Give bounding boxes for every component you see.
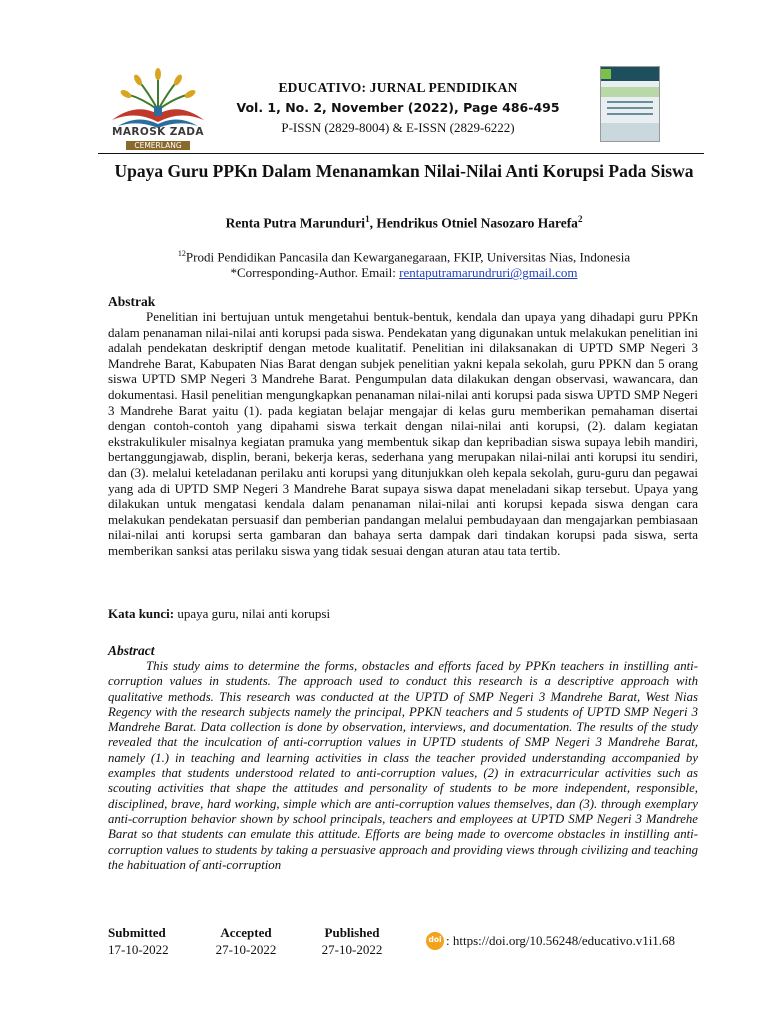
journal-volume: Vol. 1, No. 2, November (2022), Page 486-495 bbox=[236, 100, 560, 115]
published-date: 27-10-2022 bbox=[321, 942, 383, 957]
affiliation-line bbox=[110, 246, 698, 265]
author-1-sup: 1 bbox=[365, 214, 370, 224]
corresponding-label: *Corresponding-Author. Email: bbox=[230, 265, 400, 281]
submitted-date: 17-10-2022 bbox=[108, 942, 169, 957]
accepted-date: 27-10-2022 bbox=[215, 942, 277, 957]
logo-subtext-label: CEMERLANG bbox=[126, 141, 189, 150]
published-label: Published bbox=[324, 925, 380, 940]
doi-link[interactable] bbox=[426, 932, 675, 950]
published-block bbox=[314, 924, 390, 958]
abstrak-heading: Abstrak bbox=[108, 294, 156, 309]
corresponding-line bbox=[110, 265, 698, 281]
submitted-block bbox=[108, 924, 178, 958]
journal-issn: P-ISSN (2829-8004) & E-ISSN (2829-6222) bbox=[281, 120, 515, 135]
abstract-heading: Abstract bbox=[108, 643, 155, 658]
article-authors bbox=[110, 214, 698, 232]
journal-cover-thumbnail bbox=[600, 66, 660, 142]
affiliation-sup: 12 bbox=[177, 249, 186, 258]
logo-subtext bbox=[108, 141, 208, 150]
keywords bbox=[108, 606, 330, 622]
logo-text: MAROSK ZADA bbox=[112, 126, 204, 138]
cover-green-mark bbox=[601, 69, 611, 79]
affiliation-block bbox=[110, 246, 698, 281]
header-divider bbox=[98, 153, 704, 154]
cover-line bbox=[607, 101, 653, 103]
abstrak-body: Penelitian ini bertujuan untuk mengetahui bentuk-bentuk, kendala dan upaya yang dihadapi guru PPKn dalam penanaman nilai-nilai anti korupsi pada siswa. Pendekatan yang digunakan untuk melakukan penelitian ini adalah pendekatan deskriptif dengan metode kualitatif. Penelitian ini dilaksanakan di UPTD SMP Negeri 3 Mandrehe Barat, Kabupaten Nias Barat dengan subjek penelitian yakni kepala sekolah, guru PPKN dan 5 orang siswa UPTD SMP Negeri 3 Mandrehe Barat. Pengumpulan data dilakukan dengan observasi, wawancara, dan dokumentasi. Hasil penelitian mengungkapkan penanaman nilai-nilai anti korupsi pada siswa UPTD SMP Negeri 3 Mandrehe Barat yaitu (1). pada kegiatan belajar mengajar di kelas guru memberikan pemahaman disertai dengan contoh-contoh yang dipahami siswa terkait dengan nilai-nilai anti korupsi, (2). dalam kegiatan ekstrakulikuler misalnya kegiatan pramuka yang membentuk sikap dan kepribadian siswa supaya lebih mandiri, bertanggungjawab, displin, berani, bekerja keras, sederhana yang merupakan nilai-nilai anti korupsi itu sendiri, dan (3). melalui keteladanan perilaku anti korupsi yang ditunjukkan oleh kepala sekolah, guru-guru dan pegawai yang ada di UPTD SMP Negeri 3 Mandrehe Barat supaya siswa dapat meneladani sikap tersebut. Upaya yang dilakukan untuk mengatasi kendala dalam penanaman nilai-nilai anti korupsi kepada siswa dengan cara melakukan pendekatan persuasif dan pemberian pandangan melalui pembudayaan dan mengajarkan pembiasaan nilai-nilai anti korupsi serta gambaran dan bahaya serta dampak dari tindakan korupsi pada siswa, serta memberikan sanksi atas perilaku siswa yang tidak sesuai dengan aturan atau tata tertib. bbox=[108, 309, 698, 558]
author-separator: , bbox=[369, 215, 377, 231]
doi-text[interactable]: : https://doi.org/10.56248/educativo.v1i1.68 bbox=[446, 933, 676, 948]
journal-name: EDUCATIVO: JURNAL PENDIDIKAN bbox=[278, 80, 518, 95]
accepted-block bbox=[208, 924, 284, 958]
journal-info bbox=[228, 80, 568, 136]
submitted-label: Submitted bbox=[108, 925, 166, 940]
cover-line bbox=[607, 113, 653, 115]
author-2-sup: 2 bbox=[577, 214, 583, 224]
cover-bottom-band bbox=[601, 123, 659, 141]
affiliation: Prodi Pendidikan Pancasila dan Kewarganegaraan, FKIP, Universitas Nias, Indonesia bbox=[185, 249, 631, 265]
article-footer bbox=[108, 924, 700, 960]
doi-icon bbox=[426, 932, 444, 950]
author-email-link[interactable]: rentaputramarundruri@gmail.com bbox=[399, 265, 578, 281]
doi-icon-text: doi bbox=[428, 935, 442, 944]
keywords-value: upaya guru, nilai anti korupsi bbox=[174, 606, 331, 621]
cover-line bbox=[607, 107, 653, 109]
abstract-body: This study aims to determine the forms, obstacles and efforts faced by PPKn teachers in instilling anti-corruption values in students. The approach used to conduct this research is a descriptive approach with qualitative methods. This research was conducted at the UPTD of SMP Negeri 3 Mandrehe Barat, West Nias Regency with the research subjects namely the principal, PPKN teachers and 5 students of UPTD SMP Negeri 3 Mandrehe Barat. Data collection is done by observation, interviews, and documentation. The results of the study revealed that the inculcation of anti-corruption values in UPTD students of SMP Negeri 3 Mandrehe Barat, namely (1.) in teaching and learning activities in class the teacher provided understanding accompanied by examples that students understood related to anti-corruption values, (2) in extracurricular activities such as scouting activities that shape the attitudes and personality of students to be more independent, responsible, disciplined, brave, hard working, simple which are anti-corruption values themselves, dan (3). through exemplary anti-corruption behavior shown by school principals, teachers and employees at UPTD SMP Negeri 3 Mandrehe Barat so that students can emulate this attitude. Efforts are being made to overcome obstacles in instilling anti-corruption values to students by taking a persuasive approach and providing views through civilizing and teaching the habituation of anti-corruption bbox=[108, 659, 698, 872]
author-1: Renta Putra Marunduri bbox=[225, 215, 366, 231]
keywords-label: Kata kunci: bbox=[108, 606, 175, 621]
journal-header bbox=[108, 60, 708, 150]
author-2: Hendrikus Otniel Nasozaro Harefa bbox=[376, 215, 578, 231]
article-title: Upaya Guru PPKn Dalam Menanamkan Nilai-Nilai Anti Korupsi Pada Siswa bbox=[114, 161, 694, 181]
cover-title-band bbox=[601, 87, 659, 97]
accepted-label: Accepted bbox=[220, 925, 272, 940]
